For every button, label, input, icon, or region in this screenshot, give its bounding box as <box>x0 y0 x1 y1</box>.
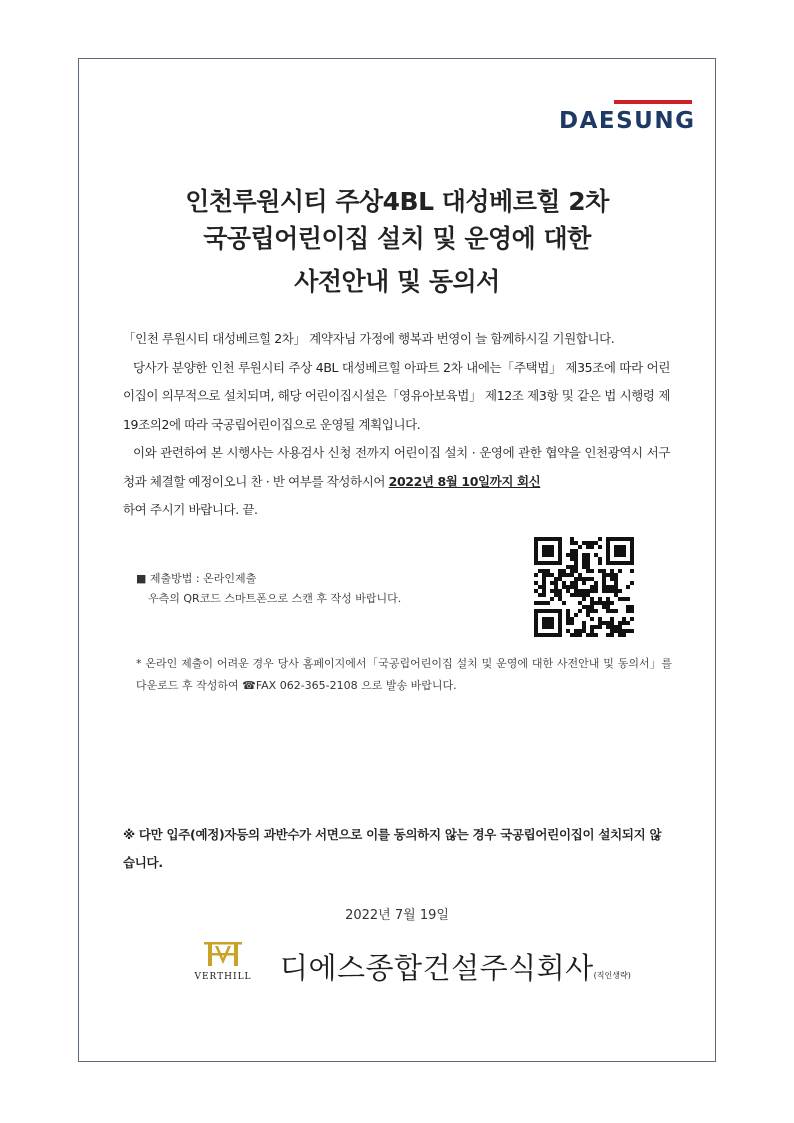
company-name: 디에스종합건설주식회사 <box>280 951 594 985</box>
submission-instruction: 우측의 QR코드 스마트폰으로 스캔 후 작성 바랍니다. <box>148 592 402 605</box>
title-line-1: 인천루원시티 주상4BL 대성베르힐 2차 <box>185 187 609 216</box>
body-paragraph-3-end: 하여 주시기 바랍니다. 끝. <box>123 502 258 517</box>
consent-warning: ※ 다만 입주(예정)자등의 과반수가 서면으로 이를 동의하지 않는 경우 국공립어린이집이 설치되지 않습니다. <box>123 827 662 870</box>
submission-method: ■ 제출방법 : 온라인제출 <box>136 572 257 585</box>
offline-submission-note: * 온라인 제출이 어려운 경우 당사 홈페이지에서「국공립어린이집 설치 및 운영에 대한 사전안내 및 동의서」를 다운로드 후 작성하여 ☎FAX 062-365-2108 으로 발송 바랍니다. <box>136 657 672 692</box>
body-paragraph-1: 「인천 루원시티 대성베르힐 2차」 계약자님 가정에 행복과 번영이 늘 함께하시길 기원합니다. <box>123 331 615 346</box>
reply-deadline: 2022년 8월 10일까지 회신 <box>388 473 541 489</box>
body-paragraph-2: 당사가 분양한 인천 루원시티 주상 4BL 대성베르힐 아파트 2차 내에는「주택법」 제35조에 따라 어린이집이 의무적으로 설치되며, 해당 어린이집시설은「영유아보육법」 제12조 제3항 및 같은 법 시행령 제19조의2에 따라 국공립어린이집으로 운영될 계획입니다. <box>123 359 670 432</box>
verthill-logo-text: VERTHILL <box>194 972 252 982</box>
company-signature <box>280 946 631 987</box>
seal-note: (직인생략) <box>593 971 631 980</box>
body-paragraph-3-text: 이와 관련하여 본 시행사는 사용검사 신청 전까지 어린이집 설치 · 운영에 관한 협약을 인천광역시 서구청과 체결할 예정이오니 찬 · 반 여부를 작성하시어 <box>123 445 670 489</box>
document-date: 2022년 7월 19일 <box>345 908 449 923</box>
body-text <box>123 325 670 525</box>
body-paragraph-3 <box>123 439 670 525</box>
title-line-2: 국공립어린이집 설치 및 운영에 대한 <box>203 224 591 253</box>
brand-logo: DAESUNG <box>559 108 696 134</box>
brand-bar <box>614 100 692 104</box>
qr-code-icon[interactable] <box>534 537 634 637</box>
submission-info <box>136 569 401 609</box>
title-line-3: 사전안내 및 동의서 <box>294 267 500 296</box>
